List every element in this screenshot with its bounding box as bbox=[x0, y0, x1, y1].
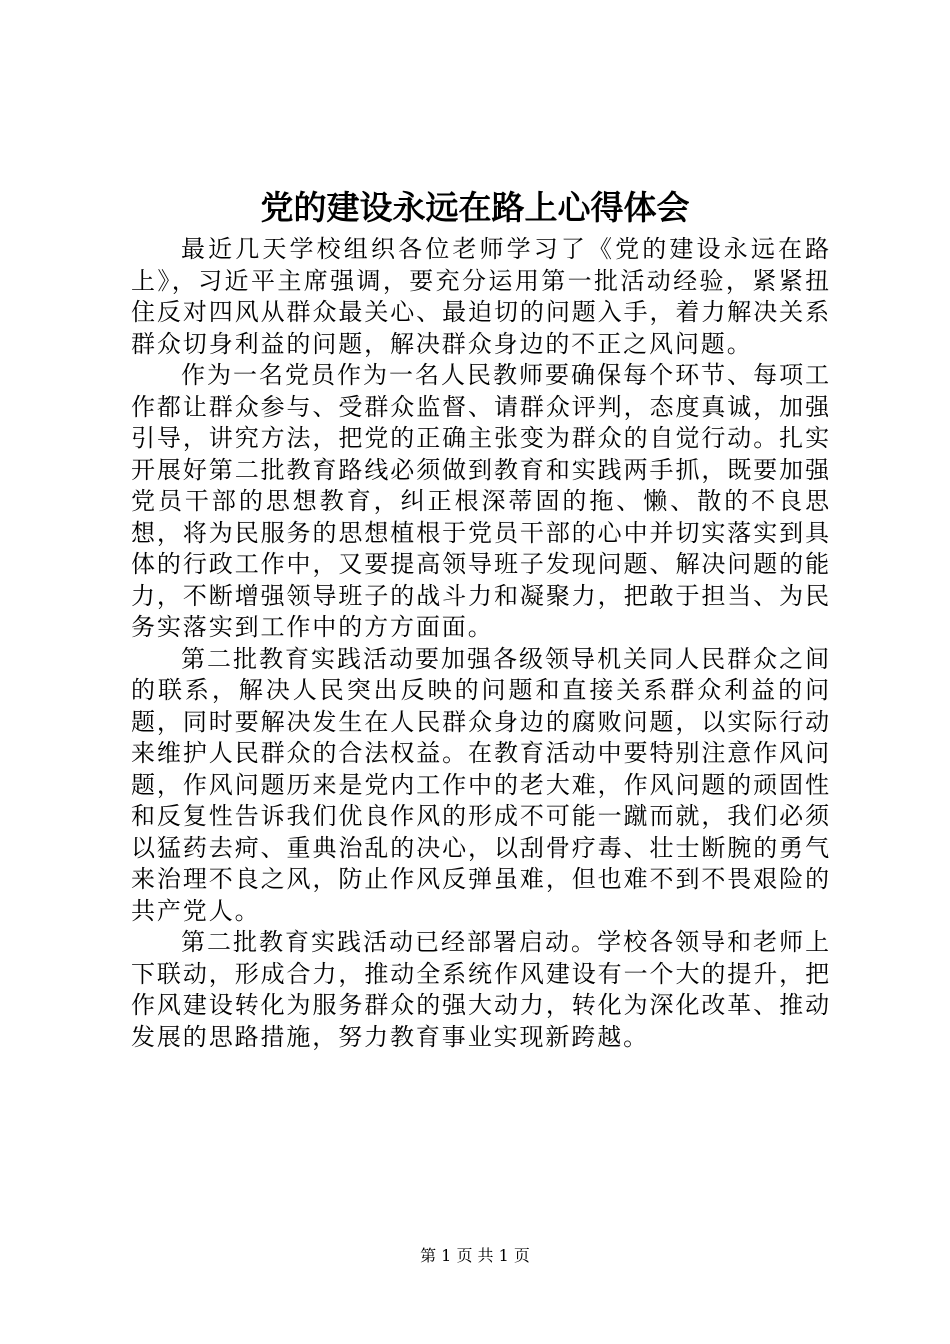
paragraph-1: 最近几天学校组织各位老师学习了《党的建设永远在路上》，习近平主席强调，要充分运用第一批活动经验，紧紧扭住反对四风从群众最关心、最迫切的问题入手，着力解决关系群众切身利益的问题，解决群众身边的不正之风问题。 bbox=[131, 235, 831, 358]
paragraph-4: 第二批教育实践活动已经部署启动。学校各领导和老师上下联动，形成合力，推动全系统作风建设有一个大的提升，把作风建设转化为服务群众的强大动力，转化为深化改革、推动发展的思路措施，努力教育事业实现新跨越。 bbox=[131, 928, 831, 1051]
paragraph-2: 作为一名党员作为一名人民教师要确保每个环节、每项工作都让群众参与、受群众监督、请群众评判，态度真诚，加强引导，讲究方法，把党的正确主张变为群众的自觉行动。扎实开展好第二批教育路线必须做到教育和实践两手抓，既要加强党员干部的思想教育，纠正根深蒂固的拖、懒、散的不良思想，将为民服务的思想植根于党员干部的心中并切实落实到具体的行政工作中，又要提高领导班子发现问题、解决问题的能力，不断增强领导班子的战斗力和凝聚力，把敢于担当、为民务实落实到工作中的方方面面。 bbox=[131, 361, 831, 641]
document-title: 党的建设永远在路上心得体会 bbox=[260, 188, 690, 227]
document-body bbox=[131, 234, 831, 1053]
page-footer: 第 1 页 共 1 页 bbox=[420, 1246, 530, 1265]
paragraph-3: 第二批教育实践活动要加强各级领导机关同人民群众之间的联系，解决人民突出反映的问题和直接关系群众利益的问题，同时要解决发生在人民群众身边的腐败问题，以实际行动来维护人民群众的合法权益。在教育活动中要特别注意作风问题，作风问题历来是党内工作中的老大难，作风问题的顽固性和反复性告诉我们优良作风的形成不可能一蹴而就，我们必须以猛药去疴、重典治乱的决心，以刮骨疗毒、壮士断腕的勇气来治理不良之风，防止作风反弹虽难，但也难不到不畏艰险的共产党人。 bbox=[131, 644, 831, 925]
